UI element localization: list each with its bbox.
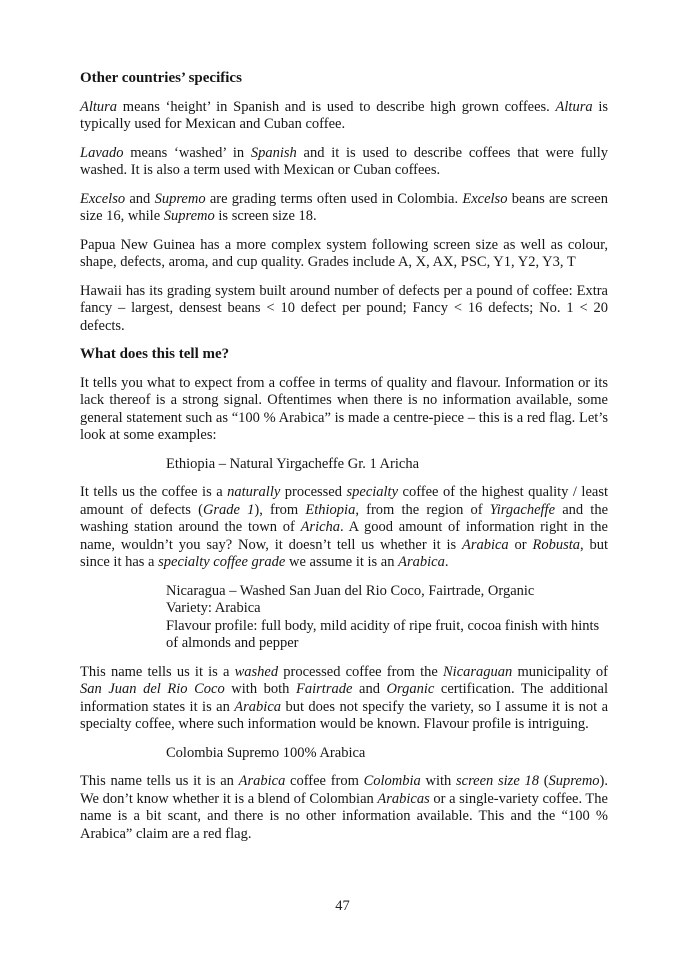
- section-heading-what-does-this-tell-me: What does this tell me?: [80, 346, 230, 362]
- page-number: 47: [335, 898, 350, 914]
- paragraph-nicaragua-explanation: This name tells us it is a washed processed coffee from the Nicaraguan municipality of San Juan del Rio Coco with both Fairtrade and Organic certification. The additional information states it is an Arabica but does not specify the variety, so I assume it is not a specialty coffee, where such information would be known. Flavour profile is intriguing.: [80, 663, 609, 732]
- paragraph-lavado: Lavado means ‘washed’ in Spanish and it is used to describe coffees that were fully washed. It is also a term used with Mexican or Cuban coffees.: [80, 144, 608, 178]
- example-nicaragua-name: Nicaragua – Washed San Juan del Rio Coco, Fairtrade, Organic Variety: Arabica Flavour profile: full body, mild acidity of ripe fruit, cocoa finish with hints of almonds and pepper: [166, 582, 600, 651]
- paragraph-excelso-supremo: Excelso and Supremo are grading terms often used in Colombia. Excelso beans are screen size 16, while Supremo is screen size 18.: [80, 190, 608, 224]
- page-content: [80, 70, 608, 854]
- example-colombia-name: Colombia Supremo 100% Arabica: [166, 744, 366, 761]
- paragraph-hawaii: Hawaii has its grading system built around number of defects per a pound of coffee: Extra fancy – largest, densest beans < 10 defect per pound; Fancy < 16 defects; No. 1 < 20 defects.: [80, 282, 608, 334]
- paragraph-name-signal: It tells you what to expect from a coffee in terms of quality and flavour. Information or its lack thereof is a strong signal. Oftentimes when there is no information available, some general statement such as “100 % Arabica” is made a centre-piece – this is a red flag. Let’s look at some examples:: [80, 374, 608, 443]
- section-heading-other-countries-specifics: Other countries’ specifics: [80, 70, 242, 86]
- paragraph-ethiopia-explanation: It tells us the coffee is a naturally processed specialty coffee of the highest quality / least amount of defects (Grade 1), from Ethiopia, from the region of Yirgacheffe and the washing station around the town of Aricha. A good amount of information right in the name, wouldn’t you say? Now, it doesn’t tell us whether it is Arabica or Robusta, but since it has a specialty coffee grade we assume it is an Arabica.: [80, 484, 608, 570]
- paragraph-colombia-explanation: This name tells us it is an Arabica coffee from Colombia with screen size 18 (Supremo). We don’t know whether it is a blend of Colombian Arabicas or a single-variety coffee. The name is a bit scant, and there is no other information available. This and the “100 % Arabica” claim are a red flag.: [80, 773, 609, 842]
- paragraph-altura: Altura means ‘height’ in Spanish and is used to describe high grown coffees. Altura is typically used for Mexican and Cuban coffee.: [80, 98, 609, 132]
- example-ethiopia-name: Ethiopia – Natural Yirgacheffe Gr. 1 Aricha: [166, 455, 419, 472]
- paragraph-papua-new-guinea: Papua New Guinea has a more complex system following screen size as well as colour, shape, defects, aroma, and cup quality. Grades include A, X, AX, PSC, Y1, Y2, Y3, T: [80, 236, 608, 270]
